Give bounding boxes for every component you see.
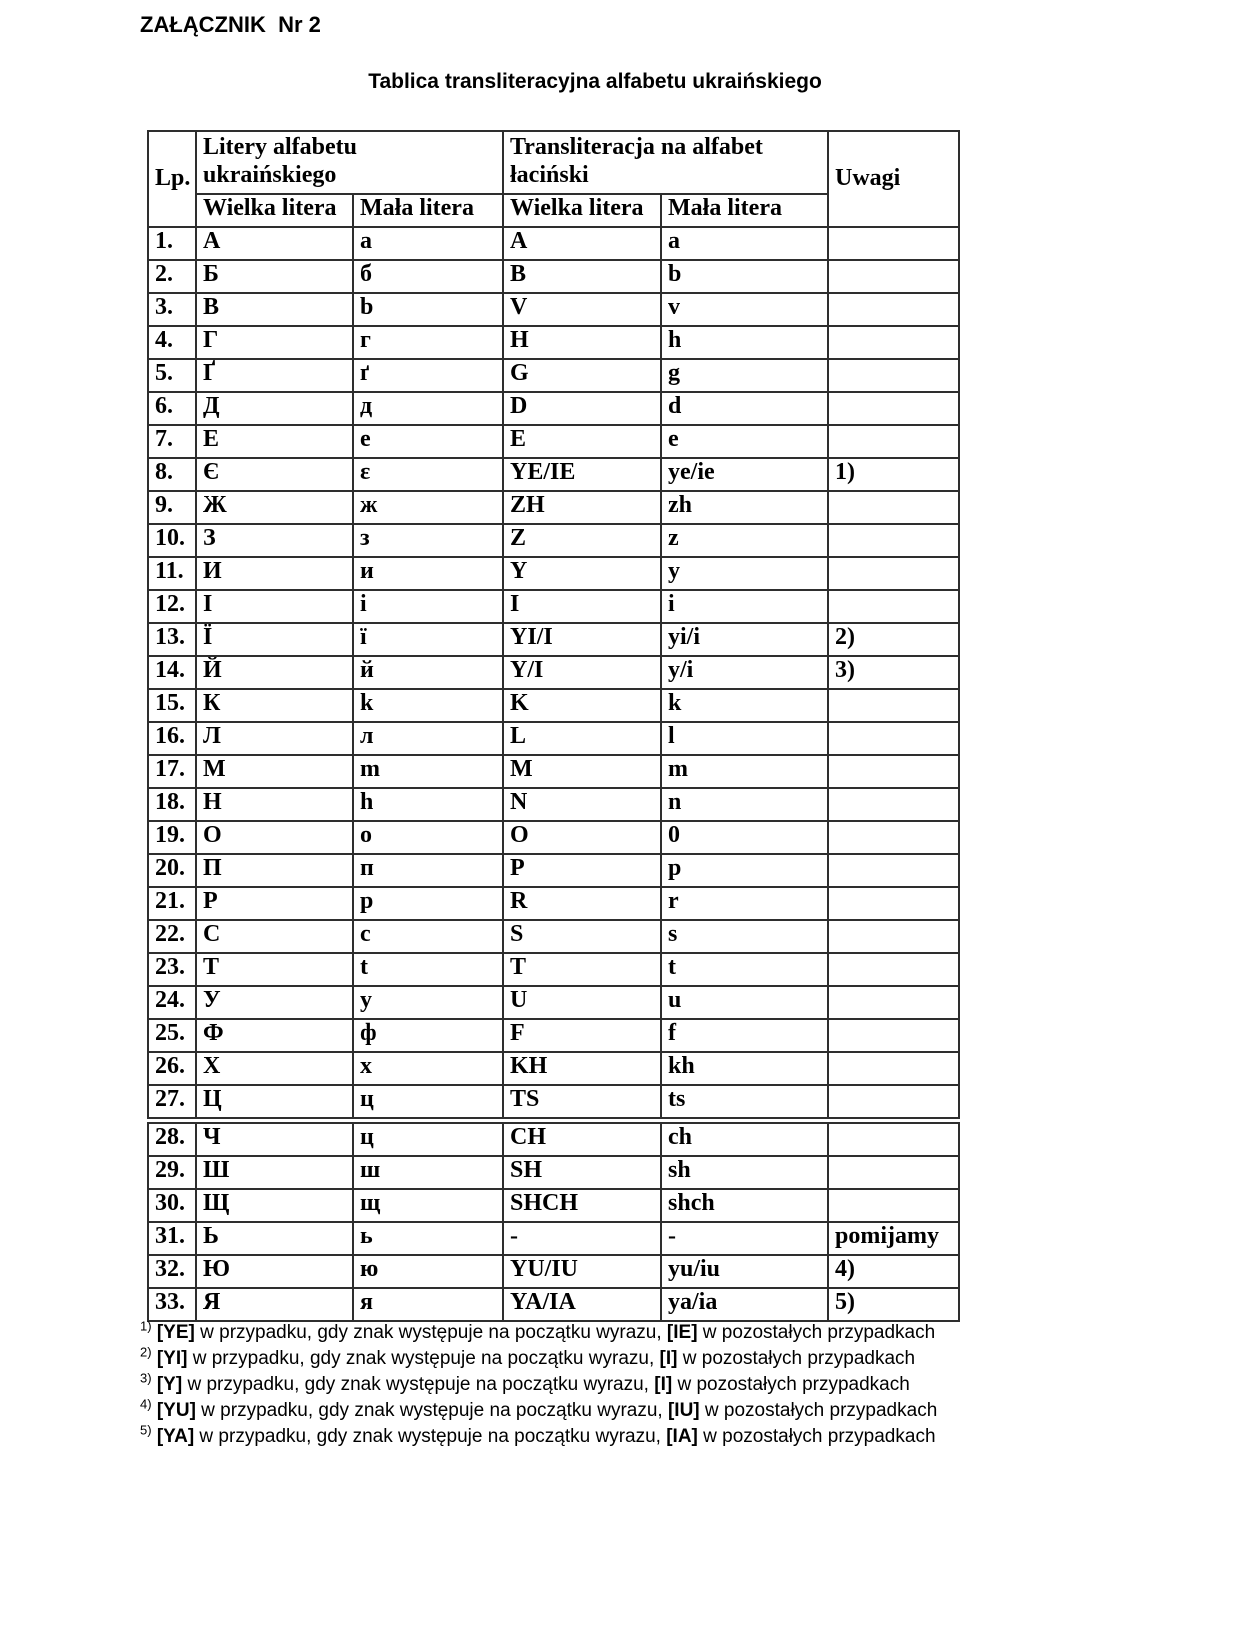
cell-latin-lowercase: b — [661, 260, 828, 293]
cell-ukrainian-lowercase: л — [353, 722, 503, 755]
cell-uwagi — [828, 788, 959, 821]
cell-latin-uppercase: R — [503, 887, 661, 920]
cell-latin-uppercase: S — [503, 920, 661, 953]
subheader-latin-lowercase: Mała litera — [661, 194, 828, 227]
cell-ukrainian-uppercase: Р — [196, 887, 353, 920]
table-row — [148, 953, 959, 986]
cell-latin-lowercase: z — [661, 524, 828, 557]
cell-latin-uppercase: KH — [503, 1052, 661, 1085]
cell-ukrainian-uppercase: Ц — [196, 1085, 353, 1118]
cell-ukrainian-uppercase: І — [196, 590, 353, 623]
cell-ukrainian-lowercase: ц — [353, 1085, 503, 1118]
cell-ukrainian-lowercase: г — [353, 326, 503, 359]
cell-lp: 21. — [148, 887, 196, 920]
cell-uwagi — [828, 557, 959, 590]
cell-ukrainian-lowercase: й — [353, 656, 503, 689]
cell-ukrainian-lowercase: ь — [353, 1222, 503, 1255]
cell-ukrainian-lowercase: o — [353, 821, 503, 854]
cell-ukrainian-uppercase: Ю — [196, 1255, 353, 1288]
cell-latin-lowercase: t — [661, 953, 828, 986]
cell-ukrainian-lowercase: п — [353, 854, 503, 887]
cell-ukrainian-lowercase: c — [353, 920, 503, 953]
cell-uwagi: 5) — [828, 1288, 959, 1321]
cell-latin-uppercase: K — [503, 689, 661, 722]
cell-ukrainian-lowercase: б — [353, 260, 503, 293]
cell-lp: 4. — [148, 326, 196, 359]
cell-lp: 25. — [148, 1019, 196, 1052]
cell-ukrainian-lowercase: ш — [353, 1156, 503, 1189]
cell-lp: 6. — [148, 392, 196, 425]
cell-ukrainian-lowercase: а — [353, 227, 503, 260]
footnote-text: w przypadku, gdy znak występuje na początku wyrazu, — [187, 1348, 660, 1369]
cell-lp: 24. — [148, 986, 196, 1019]
cell-latin-lowercase: y — [661, 557, 828, 590]
table-row — [148, 1019, 959, 1052]
table-row — [148, 1156, 959, 1189]
cell-latin-uppercase: L — [503, 722, 661, 755]
cell-lp: 14. — [148, 656, 196, 689]
cell-ukrainian-uppercase: Й — [196, 656, 353, 689]
table-row — [148, 689, 959, 722]
table-row — [148, 656, 959, 689]
cell-ukrainian-lowercase: y — [353, 986, 503, 1019]
cell-lp: 27. — [148, 1085, 196, 1118]
cell-ukrainian-lowercase: ж — [353, 491, 503, 524]
cell-lp: 29. — [148, 1156, 196, 1189]
cell-latin-uppercase: YI/I — [503, 623, 661, 656]
table-row — [148, 260, 959, 293]
cell-ukrainian-lowercase: з — [353, 524, 503, 557]
cell-latin-uppercase: B — [503, 260, 661, 293]
cell-ukrainian-lowercase: я — [353, 1288, 503, 1321]
table-row — [148, 1123, 959, 1156]
cell-lp: 9. — [148, 491, 196, 524]
cell-ukrainian-lowercase: ф — [353, 1019, 503, 1052]
cell-latin-lowercase: k — [661, 689, 828, 722]
cell-uwagi — [828, 1019, 959, 1052]
cell-uwagi — [828, 1189, 959, 1222]
cell-latin-lowercase: r — [661, 887, 828, 920]
cell-latin-uppercase: YU/IU — [503, 1255, 661, 1288]
header-uwagi: Uwagi — [828, 131, 959, 227]
footnote — [140, 1424, 937, 1450]
cell-uwagi — [828, 260, 959, 293]
table-row — [148, 392, 959, 425]
cell-lp: 31. — [148, 1222, 196, 1255]
footnote-term-initial: [Y] — [156, 1374, 183, 1395]
cell-lp: 13. — [148, 623, 196, 656]
cell-latin-uppercase: N — [503, 788, 661, 821]
cell-lp: 15. — [148, 689, 196, 722]
subheader-ukrainian-lowercase: Mała litera — [353, 194, 503, 227]
cell-lp: 11. — [148, 557, 196, 590]
cell-lp: 5. — [148, 359, 196, 392]
cell-ukrainian-lowercase: i — [353, 590, 503, 623]
cell-latin-lowercase: ye/ie — [661, 458, 828, 491]
cell-latin-uppercase: Y/I — [503, 656, 661, 689]
header-group-latin — [503, 131, 828, 194]
cell-latin-uppercase: O — [503, 821, 661, 854]
table-row — [148, 557, 959, 590]
cell-latin-uppercase: - — [503, 1222, 661, 1255]
cell-latin-uppercase: D — [503, 392, 661, 425]
table-row — [148, 1288, 959, 1321]
footnote — [140, 1372, 937, 1398]
cell-latin-uppercase: E — [503, 425, 661, 458]
cell-ukrainian-lowercase: ε — [353, 458, 503, 491]
footnote-marker: 5) — [140, 1422, 152, 1438]
cell-lp: 18. — [148, 788, 196, 821]
cell-lp: 22. — [148, 920, 196, 953]
table-row — [148, 227, 959, 260]
cell-lp: 19. — [148, 821, 196, 854]
cell-ukrainian-lowercase: ґ — [353, 359, 503, 392]
cell-lp: 7. — [148, 425, 196, 458]
table-row — [148, 887, 959, 920]
cell-latin-lowercase: ya/ia — [661, 1288, 828, 1321]
cell-latin-lowercase: m — [661, 755, 828, 788]
cell-uwagi — [828, 689, 959, 722]
table-row — [148, 1189, 959, 1222]
cell-ukrainian-uppercase: Ш — [196, 1156, 353, 1189]
cell-lp: 1. — [148, 227, 196, 260]
cell-ukrainian-lowercase: ї — [353, 623, 503, 656]
cell-ukrainian-lowercase: ю — [353, 1255, 503, 1288]
footnote — [140, 1346, 937, 1372]
cell-uwagi — [828, 920, 959, 953]
cell-latin-uppercase: SH — [503, 1156, 661, 1189]
footnote-text: w przypadku, gdy znak występuje na początku wyrazu, — [182, 1374, 655, 1395]
cell-latin-lowercase: yi/i — [661, 623, 828, 656]
footnote-term-other: [IU] — [667, 1400, 700, 1421]
cell-latin-lowercase: d — [661, 392, 828, 425]
cell-uwagi — [828, 524, 959, 557]
table-header — [148, 131, 959, 227]
table-row — [148, 524, 959, 557]
cell-latin-uppercase: F — [503, 1019, 661, 1052]
cell-ukrainian-lowercase: b — [353, 293, 503, 326]
cell-uwagi — [828, 425, 959, 458]
cell-ukrainian-uppercase: Є — [196, 458, 353, 491]
cell-latin-lowercase: u — [661, 986, 828, 1019]
header-lp: Lp. — [148, 131, 196, 227]
cell-latin-uppercase: YE/IE — [503, 458, 661, 491]
cell-lp: 3. — [148, 293, 196, 326]
cell-latin-uppercase: Y — [503, 557, 661, 590]
cell-ukrainian-uppercase: В — [196, 293, 353, 326]
cell-ukrainian-lowercase: h — [353, 788, 503, 821]
cell-ukrainian-uppercase: М — [196, 755, 353, 788]
footnote-term-other: [IA] — [666, 1426, 698, 1447]
footnote-marker: 2) — [140, 1344, 152, 1360]
table-row — [148, 722, 959, 755]
cell-ukrainian-uppercase: А — [196, 227, 353, 260]
cell-lp: 30. — [148, 1189, 196, 1222]
cell-ukrainian-uppercase: Х — [196, 1052, 353, 1085]
cell-ukrainian-lowercase: m — [353, 755, 503, 788]
table-row — [148, 623, 959, 656]
cell-ukrainian-lowercase: p — [353, 887, 503, 920]
table-row — [148, 821, 959, 854]
cell-uwagi: pomijamy — [828, 1222, 959, 1255]
cell-lp: 10. — [148, 524, 196, 557]
table-row — [148, 1255, 959, 1288]
cell-ukrainian-uppercase: Ґ — [196, 359, 353, 392]
cell-ukrainian-uppercase: Ї — [196, 623, 353, 656]
cell-latin-lowercase: sh — [661, 1156, 828, 1189]
page-title: Tablica transliteracyjna alfabetu ukraińskiego — [368, 70, 822, 93]
cell-latin-lowercase: - — [661, 1222, 828, 1255]
cell-ukrainian-uppercase: Б — [196, 260, 353, 293]
footnote-text-tail: w pozostałych przypadkach — [677, 1348, 916, 1369]
cell-latin-lowercase: 0 — [661, 821, 828, 854]
cell-uwagi — [828, 821, 959, 854]
table-row — [148, 755, 959, 788]
cell-ukrainian-uppercase: К — [196, 689, 353, 722]
footnote-term-initial: [YA] — [156, 1426, 195, 1447]
table-row — [148, 1052, 959, 1085]
cell-latin-uppercase: V — [503, 293, 661, 326]
cell-latin-uppercase: I — [503, 590, 661, 623]
cell-latin-lowercase: f — [661, 1019, 828, 1052]
cell-ukrainian-lowercase: x — [353, 1052, 503, 1085]
cell-ukrainian-uppercase: Ь — [196, 1222, 353, 1255]
cell-latin-lowercase: h — [661, 326, 828, 359]
cell-uwagi: 3) — [828, 656, 959, 689]
cell-uwagi — [828, 953, 959, 986]
header-group-ukrainian-line1: Litery alfabetu — [203, 134, 357, 160]
cell-uwagi — [828, 887, 959, 920]
footnote-text-tail: w pozostałych przypadkach — [697, 1426, 936, 1447]
cell-latin-lowercase: ch — [661, 1123, 828, 1156]
cell-ukrainian-uppercase: С — [196, 920, 353, 953]
cell-ukrainian-uppercase: Ч — [196, 1123, 353, 1156]
cell-ukrainian-uppercase: Я — [196, 1288, 353, 1321]
cell-latin-lowercase: ts — [661, 1085, 828, 1118]
table-row — [148, 920, 959, 953]
cell-latin-uppercase: SHCH — [503, 1189, 661, 1222]
cell-latin-lowercase: y/i — [661, 656, 828, 689]
table-row — [148, 293, 959, 326]
cell-uwagi — [828, 854, 959, 887]
cell-ukrainian-lowercase: t — [353, 953, 503, 986]
subheader-latin-uppercase: Wielka litera — [503, 194, 661, 227]
cell-lp: 17. — [148, 755, 196, 788]
cell-latin-lowercase: i — [661, 590, 828, 623]
cell-uwagi — [828, 392, 959, 425]
cell-lp: 32. — [148, 1255, 196, 1288]
cell-uwagi — [828, 227, 959, 260]
cell-latin-lowercase: g — [661, 359, 828, 392]
cell-latin-lowercase: v — [661, 293, 828, 326]
footnote-text: w przypadku, gdy znak występuje na początku wyrazu, — [195, 1400, 668, 1421]
cell-uwagi — [828, 1052, 959, 1085]
footnote-term-initial: [YE] — [156, 1322, 195, 1343]
subheader-ukrainian-uppercase: Wielka litera — [196, 194, 353, 227]
footnote-text-tail: w pozostałych przypadkach — [699, 1400, 938, 1421]
table-row — [148, 1222, 959, 1255]
cell-ukrainian-uppercase: Н — [196, 788, 353, 821]
cell-uwagi — [828, 491, 959, 524]
cell-uwagi — [828, 590, 959, 623]
cell-latin-lowercase: zh — [661, 491, 828, 524]
cell-latin-lowercase: shch — [661, 1189, 828, 1222]
cell-ukrainian-lowercase: k — [353, 689, 503, 722]
cell-uwagi — [828, 722, 959, 755]
table-row — [148, 458, 959, 491]
cell-ukrainian-lowercase: и — [353, 557, 503, 590]
table-part-2-body — [148, 1123, 959, 1321]
cell-ukrainian-lowercase: д — [353, 392, 503, 425]
footnote-term-other: [I] — [659, 1348, 678, 1369]
cell-latin-lowercase: yu/iu — [661, 1255, 828, 1288]
cell-latin-uppercase: M — [503, 755, 661, 788]
cell-uwagi: 2) — [828, 623, 959, 656]
cell-latin-uppercase: G — [503, 359, 661, 392]
cell-ukrainian-uppercase: З — [196, 524, 353, 557]
header-group-latin-line1: Transliteracja na alfabet — [510, 134, 763, 160]
cell-uwagi — [828, 986, 959, 1019]
cell-ukrainian-uppercase: Г — [196, 326, 353, 359]
cell-lp: 20. — [148, 854, 196, 887]
table-row — [148, 590, 959, 623]
cell-ukrainian-lowercase: щ — [353, 1189, 503, 1222]
table-row — [148, 788, 959, 821]
cell-lp: 26. — [148, 1052, 196, 1085]
footnote-term-initial: [YI] — [156, 1348, 188, 1369]
cell-uwagi — [828, 755, 959, 788]
annex-label: ZAŁĄCZNIK Nr 2 — [140, 12, 321, 37]
footnote-marker: 1) — [140, 1318, 152, 1334]
footnote-text: w przypadku, gdy znak występuje na początku wyrazu, — [194, 1426, 667, 1447]
cell-ukrainian-uppercase: Д — [196, 392, 353, 425]
table-row — [148, 1085, 959, 1118]
footnote — [140, 1398, 937, 1424]
footnote-text: w przypadku, gdy znak występuje na początku wyrazu, — [194, 1322, 667, 1343]
cell-latin-uppercase: U — [503, 986, 661, 1019]
cell-latin-uppercase: TS — [503, 1085, 661, 1118]
cell-ukrainian-uppercase: Щ — [196, 1189, 353, 1222]
cell-ukrainian-uppercase: Л — [196, 722, 353, 755]
footnote-text-tail: w pozostałych przypadkach — [672, 1374, 910, 1395]
cell-latin-lowercase: e — [661, 425, 828, 458]
cell-lp: 8. — [148, 458, 196, 491]
cell-lp: 12. — [148, 590, 196, 623]
cell-uwagi — [828, 1123, 959, 1156]
cell-lp: 28. — [148, 1123, 196, 1156]
cell-latin-uppercase: YA/IA — [503, 1288, 661, 1321]
cell-ukrainian-uppercase: И — [196, 557, 353, 590]
cell-uwagi — [828, 1085, 959, 1118]
table-row — [148, 986, 959, 1019]
cell-latin-uppercase: H — [503, 326, 661, 359]
table-row — [148, 854, 959, 887]
cell-latin-uppercase: ZH — [503, 491, 661, 524]
cell-latin-lowercase: a — [661, 227, 828, 260]
cell-latin-uppercase: A — [503, 227, 661, 260]
cell-latin-uppercase: P — [503, 854, 661, 887]
cell-latin-lowercase: s — [661, 920, 828, 953]
table-row — [148, 326, 959, 359]
cell-uwagi: 4) — [828, 1255, 959, 1288]
cell-ukrainian-lowercase: ц — [353, 1123, 503, 1156]
transliteration-table-part-1 — [147, 130, 960, 1119]
footnote-term-initial: [YU] — [156, 1400, 196, 1421]
table-header-group-row — [148, 131, 959, 194]
transliteration-table-part-2 — [147, 1122, 960, 1322]
cell-uwagi — [828, 293, 959, 326]
cell-uwagi — [828, 326, 959, 359]
cell-ukrainian-uppercase: Т — [196, 953, 353, 986]
cell-latin-lowercase: p — [661, 854, 828, 887]
cell-uwagi — [828, 359, 959, 392]
footnote-text-tail: w pozostałych przypadkach — [697, 1322, 936, 1343]
cell-uwagi: 1) — [828, 458, 959, 491]
footnote-term-other: [I] — [654, 1374, 673, 1395]
footnote-marker: 4) — [140, 1396, 152, 1412]
cell-ukrainian-uppercase: Е — [196, 425, 353, 458]
cell-lp: 16. — [148, 722, 196, 755]
cell-latin-uppercase: Z — [503, 524, 661, 557]
cell-lp: 23. — [148, 953, 196, 986]
footnote-marker: 3) — [140, 1370, 152, 1386]
header-group-latin-line2: łaciński — [510, 161, 589, 188]
footnote-term-other: [IE] — [666, 1322, 698, 1343]
cell-latin-lowercase: l — [661, 722, 828, 755]
cell-latin-lowercase: n — [661, 788, 828, 821]
header-group-ukrainian — [196, 131, 503, 194]
cell-ukrainian-lowercase: е — [353, 425, 503, 458]
cell-lp: 33. — [148, 1288, 196, 1321]
footnote — [140, 1320, 937, 1346]
cell-ukrainian-uppercase: П — [196, 854, 353, 887]
cell-latin-lowercase: kh — [661, 1052, 828, 1085]
table-row — [148, 425, 959, 458]
footnotes — [140, 1320, 937, 1450]
cell-ukrainian-uppercase: У — [196, 986, 353, 1019]
header-group-ukrainian-line2: ukraińskiego — [203, 161, 337, 188]
table-row — [148, 359, 959, 392]
cell-latin-uppercase: T — [503, 953, 661, 986]
cell-ukrainian-uppercase: Ф — [196, 1019, 353, 1052]
cell-lp: 2. — [148, 260, 196, 293]
cell-ukrainian-uppercase: О — [196, 821, 353, 854]
cell-ukrainian-uppercase: Ж — [196, 491, 353, 524]
table-row — [148, 491, 959, 524]
cell-uwagi — [828, 1156, 959, 1189]
table-part-1-body — [148, 227, 959, 1118]
cell-latin-uppercase: CH — [503, 1123, 661, 1156]
